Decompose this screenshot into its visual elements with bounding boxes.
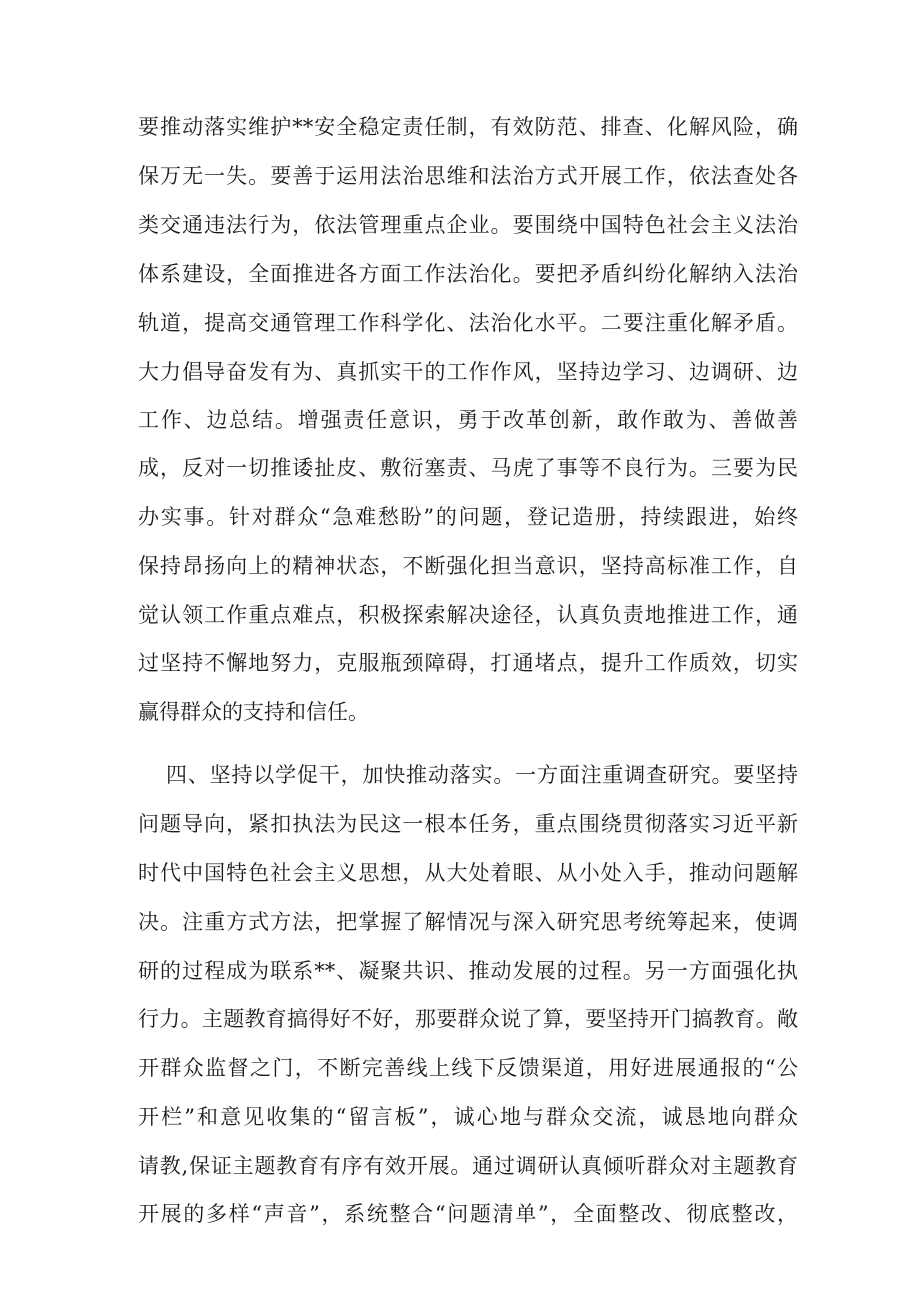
- text-line: 过坚持不懈地努力，克服瓶颈障碍，打通堵点，提升工作质效，切实: [138, 651, 798, 675]
- text-line: 大力倡导奋发有为、真抓实干的工作作风，坚持边学习、边调研、边: [138, 360, 798, 384]
- text-line: 体系建设，全面推进各方面工作法治化。要把矛盾纠纷化解纳入法治: [138, 262, 798, 286]
- text-line: 研的过程成为联系**、凝聚共识、推动发展的过程。另一方面强化执: [138, 959, 798, 983]
- text-line: 开展的多样“声音”，系统整合“问题清单”，全面整改、彻底整改，: [138, 1202, 798, 1226]
- text-line: 类交通违法行为，依法管理重点企业。要围绕中国特色社会主义法治: [138, 213, 798, 237]
- text-line: 开栏”和意见收集的“留言板”，诚心地与群众交流，诚恳地向群众: [138, 1105, 798, 1129]
- text-line: 开群众监督之门，不断完善线上线下反馈渠道，用好进展通报的“公: [138, 1056, 798, 1080]
- text-line: 问题导向，紧扣执法为民这一根本任务，重点围绕贯彻落实习近平新: [138, 812, 798, 836]
- text-line: 觉认领工作重点难点，积极探索解决途径，认真负责地推进工作，通: [138, 603, 798, 627]
- text-line: 办实事。针对群众“急难愁盼”的问题，登记造册，持续跟进，始终: [138, 505, 798, 529]
- text-line: 决。注重方式方法，把掌握了解情况与深入研究思考统筹起来，使调: [138, 910, 798, 934]
- text-line: 请教,保证主题教育有序有效开展。通过调研认真倾听群众对主题教育: [138, 1154, 798, 1178]
- text-line: 四、坚持以学促干，加快推动落实。一方面注重调查研究。要坚持: [166, 763, 798, 787]
- text-line: 要推动落实维护**安全稳定责任制，有效防范、排查、化解风险，确: [138, 115, 798, 139]
- text-line: 行力。主题教育搞得好不好，那要群众说了算，要坚持开门搞教育。敞: [138, 1007, 798, 1031]
- text-line: 时代中国特色社会主义思想，从大处着眼、从小处入手，推动问题解: [138, 861, 798, 885]
- text-line: 赢得群众的支持和信任。: [138, 700, 369, 724]
- text-line: 保万无一失。要善于运用法治思维和法治方式开展工作，依法查处各: [138, 164, 798, 188]
- text-line: 成，反对一切推诿扯皮、敷衍塞责、马虎了事等不良行为。三要为民: [138, 456, 798, 480]
- text-line: 工作、边总结。增强责任意识，勇于改革创新，敢作敢为、善做善: [138, 408, 798, 432]
- text-line: 保持昂扬向上的精神状态，不断强化担当意识，坚持高标准工作，自: [138, 554, 798, 578]
- text-line: 轨道，提高交通管理工作科学化、法治化水平。二要注重化解矛盾。: [138, 311, 798, 335]
